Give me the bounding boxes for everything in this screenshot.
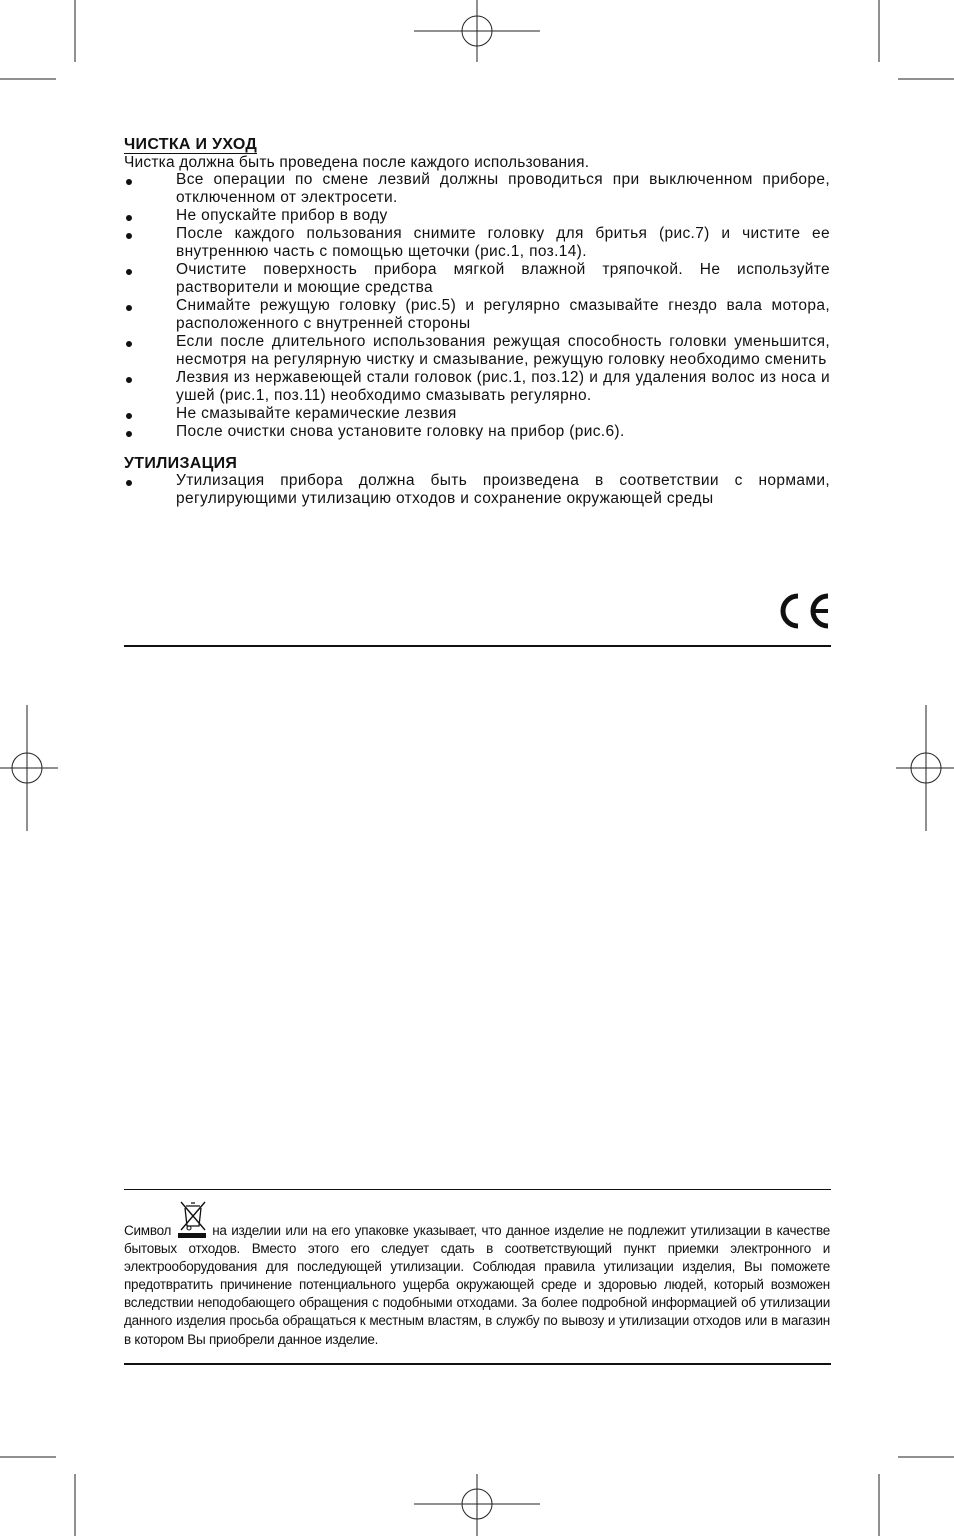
weee-text: на изделии или на его упаковке указывает, что данное изделие не подлежит утилизации в качестве бытовых отходов. Вместо этого его следует сдать в соответствующий пункт приемки электронного и электрооборудования для последующей утилизации. Соблюдая правила утилизации изделия, Вы поможете предотвратить причинение потенциального ущерба окружающей среде и здоровью людей, который возможен вследствии неподобающего обращения с подобными отходами. За более подробной информацией об утилизации данного изделия просьба обращаться к местным властям, в службу по вывозу и утилизации отходов или в магазин в котором Вы приобрели данное изделие. [124,1223,830,1347]
list-item: После очистки снова установите головку на прибор (рис.6). [124,423,830,441]
list-item: Если после длительного использования режущая способность головки уменьшится, несмотря на регулярную чистку и смазывание, режущую головку необходимо сменить [124,333,830,369]
bullet-icon [126,215,132,221]
cleaning-heading: ЧИСТКА И УХОД [124,136,258,153]
divider [124,1363,831,1365]
list-item: Не опускайте прибор в воду [124,207,830,225]
bullet-icon [126,377,132,383]
bullet-icon [126,179,132,185]
disposal-heading: УТИЛИЗАЦИЯ [124,455,238,472]
ce-mark-icon [774,592,832,630]
list-item: Не смазывайте керамические лезвия [124,405,830,423]
cleaning-intro: Чистка должна быть проведена после каждого использования. [124,154,590,171]
bullet-icon [126,269,132,275]
manual-content [124,136,830,508]
bullet-icon [126,305,132,311]
bullet-icon [126,233,132,239]
list-item: Все операции по смене лезвий должны проводиться при выключенном приборе, отключенном от электросети. [124,171,830,207]
divider [124,645,831,647]
list-item: После каждого пользования снимите головку для бритья (рис.7) и чистите ее внутреннюю часть с помощью щеточки (рис.1, поз.14). [124,225,830,261]
disposal-list [124,472,830,508]
bullet-icon [126,431,132,437]
list-item: Очистите поверхность прибора мягкой влажной тряпочкой. Не используйте растворители и моющие средства [124,261,830,297]
list-item: Снимайте режущую головку (рис.5) и регулярно смазывайте гнездо вала мотора, расположенного с внутренней стороны [124,297,830,333]
crossed-out-bin-icon [175,1198,209,1238]
bullet-icon [126,413,132,419]
bullet-icon [126,341,132,347]
list-item: Лезвия из нержавеющей стали головок (рис.1, поз.12) и для удаления волос из носа и ушей (рис.1, поз.11) необходимо смазывать регулярно. [124,369,830,405]
weee-text-start: Символ [124,1223,172,1238]
cleaning-list [124,171,830,441]
list-item: Утилизация прибора должна быть произведена в соответствии с нормами, регулирующими утилизацию отходов и сохранение окружающей среды [124,472,830,508]
divider [124,1189,831,1190]
disposal-section [124,455,830,508]
bullet-icon [126,480,132,486]
weee-notice [124,1198,830,1349]
